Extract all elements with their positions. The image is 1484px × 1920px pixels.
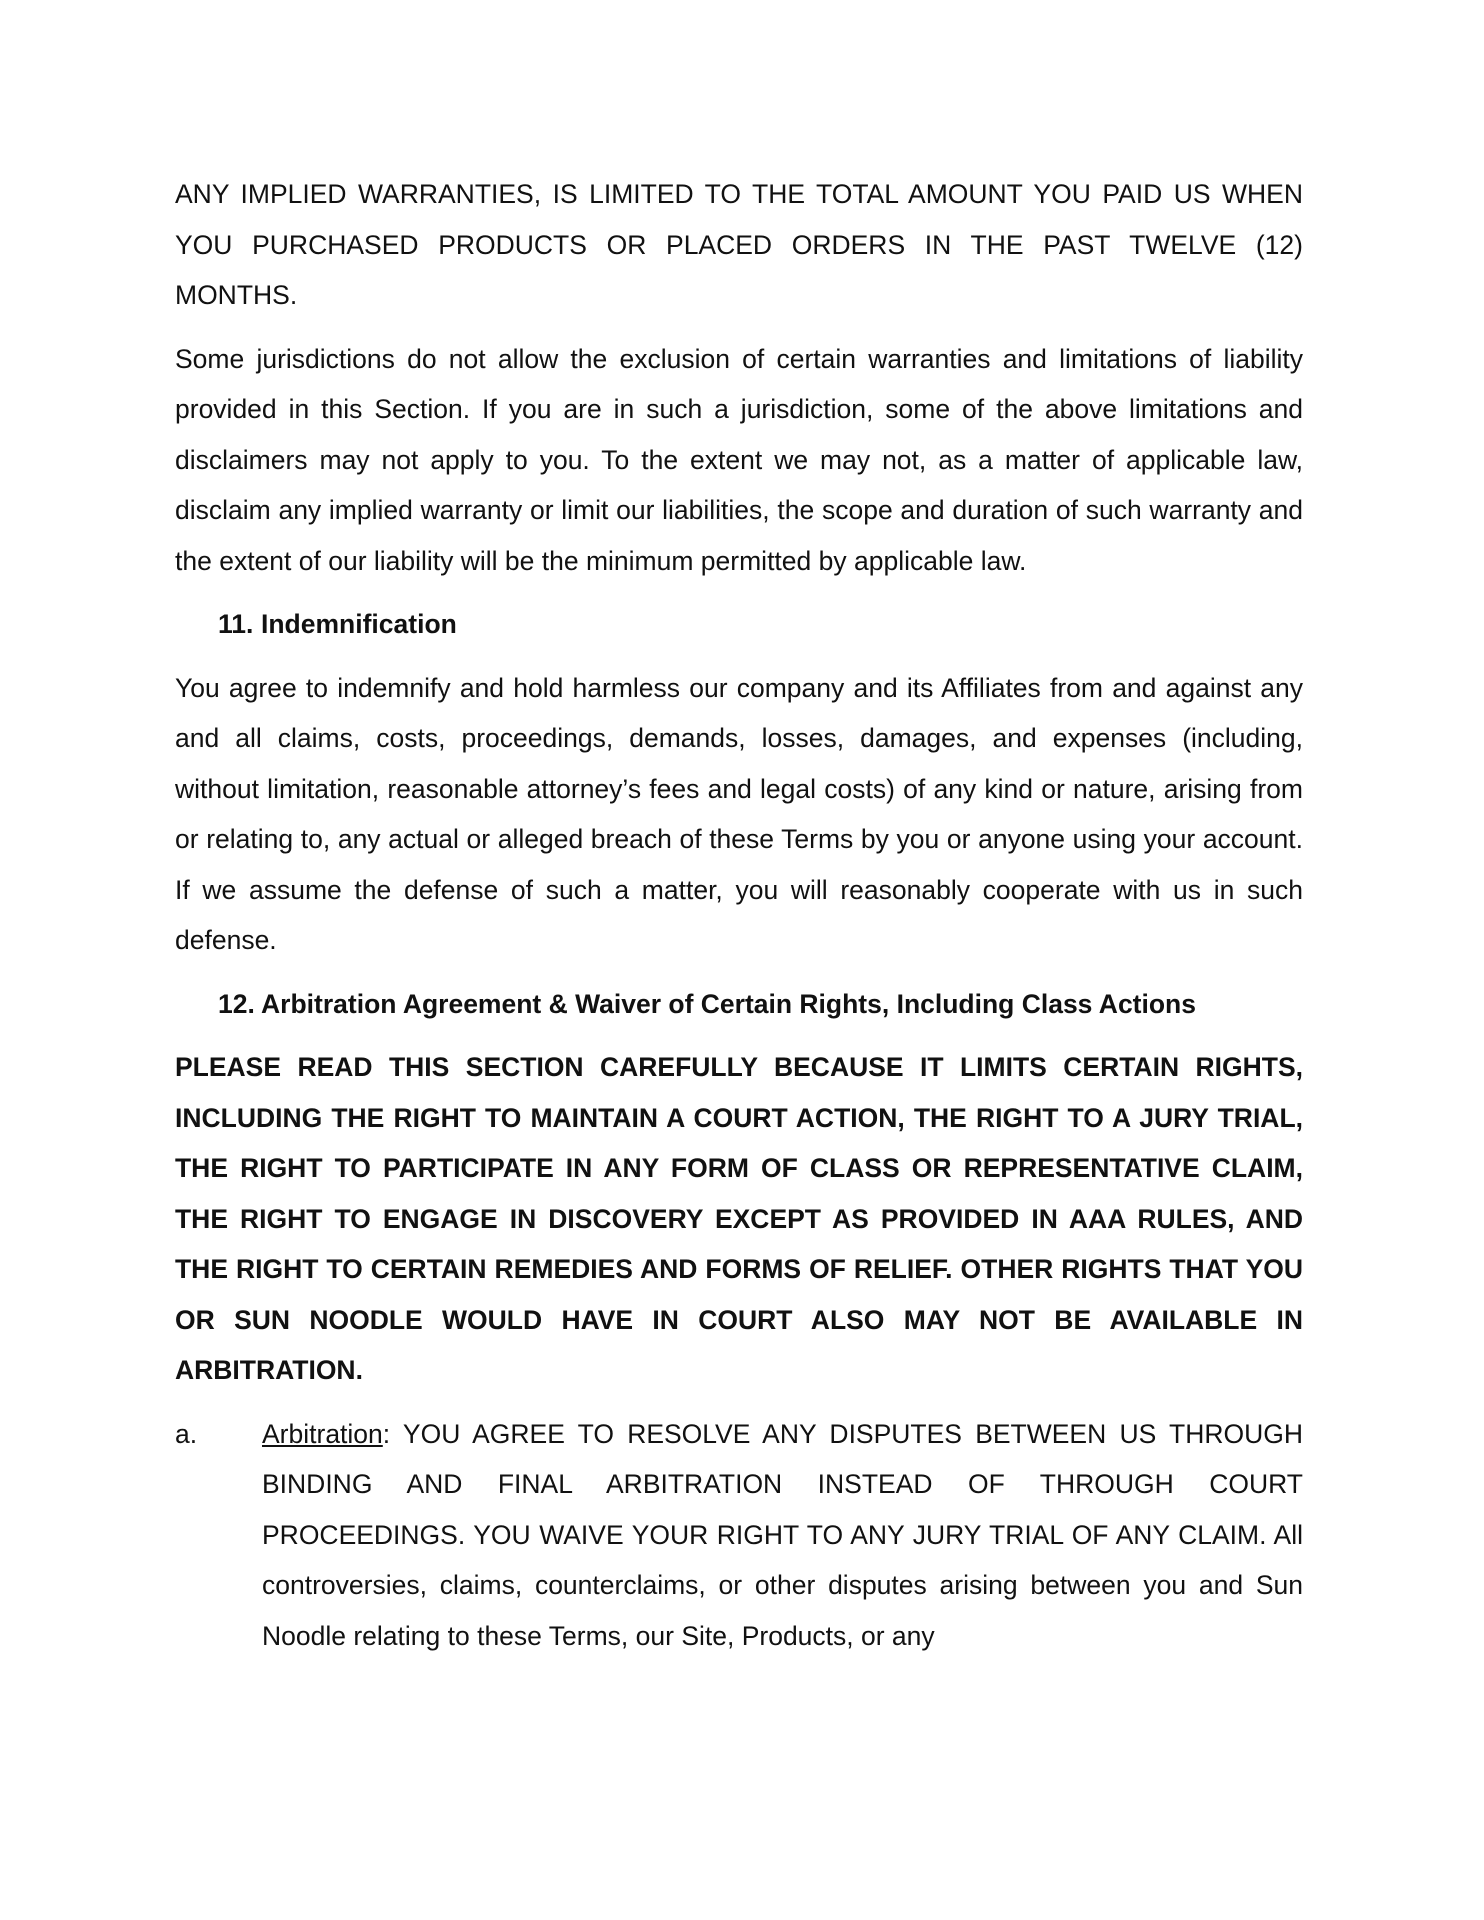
subsection-a-text: : YOU AGREE TO RESOLVE ANY DISPUTES BETWEEN US THROUGH BINDING AND FINAL ARBITRATION INSTEAD OF THROUGH COURT PROCEEDINGS. YOU WAIVE YOUR RIGHT TO ANY JURY TRIAL OF ANY CLAIM. All controversies, claims, counterclaims, or other disputes arising between you and Sun Noodle relating to these Terms, our Site, Products, or any [262,1418,1303,1651]
indemnification-paragraph: You agree to indemnify and hold harmless our company and its Affiliates from and against any and all claims, costs, proceedings, demands, losses, damages, and expenses (including, without limitation, reasonable attorney’s fees and legal costs) of any kind or nature, arising from or relating to, any actual or alleged breach of these Terms by you or anyone using your account. If we assume the defense of such a matter, you will reasonably cooperate with us in such defense. [175,672,1303,955]
subsection-a-letter: a. [175,1418,198,1449]
liability-cap-paragraph: ANY IMPLIED WARRANTIES, IS LIMITED TO THE TOTAL AMOUNT YOU PAID US WHEN YOU PURCHASED PRODUCTS OR PLACED ORDERS IN THE PAST TWELVE (12) MONTHS. [175,179,1303,310]
section-12-title: Arbitration Agreement & Waiver of Certain Rights, Including Class Actions [261,988,1196,1019]
jurisdiction-paragraph: Some jurisdictions do not allow the exclusion of certain warranties and limitations of liability provided in this Section. If you are in such a jurisdiction, some of the above limitations and disclaimers may not apply to you. To the extent we may not, as a matter of applicable law, disclaim any implied warranty or limit our liabilities, the scope and duration of such warranty and the extent of our liability will be the minimum permitted by applicable law. [175,343,1303,576]
section-11-title: Indemnification [261,609,457,639]
section-11-heading [218,599,1303,650]
section-12-number: 12. [218,988,255,1019]
arbitration-notice-paragraph: PLEASE READ THIS SECTION CAREFULLY BECAUSE IT LIMITS CERTAIN RIGHTS, INCLUDING THE RIGHT TO MAINTAIN A COURT ACTION, THE RIGHT TO A JURY TRIAL, THE RIGHT TO PARTICIPATE IN ANY FORM OF CLASS OR REPRESENTATIVE CLAIM, THE RIGHT TO ENGAGE IN DISCOVERY EXCEPT AS PROVIDED IN AAA RULES, AND THE RIGHT TO CERTAIN REMEDIES AND FORMS OF RELIEF. OTHER RIGHTS THAT YOU OR SUN NOODLE WOULD HAVE IN COURT ALSO MAY NOT BE AVAILABLE IN ARBITRATION. [175,1052,1303,1385]
section-11-number: 11. [218,609,254,639]
subsection-a-label: Arbitration [262,1418,383,1449]
document-body [175,169,1303,1674]
subsection-a-paragraph [175,1409,1303,1662]
section-12-heading [218,979,1303,1030]
